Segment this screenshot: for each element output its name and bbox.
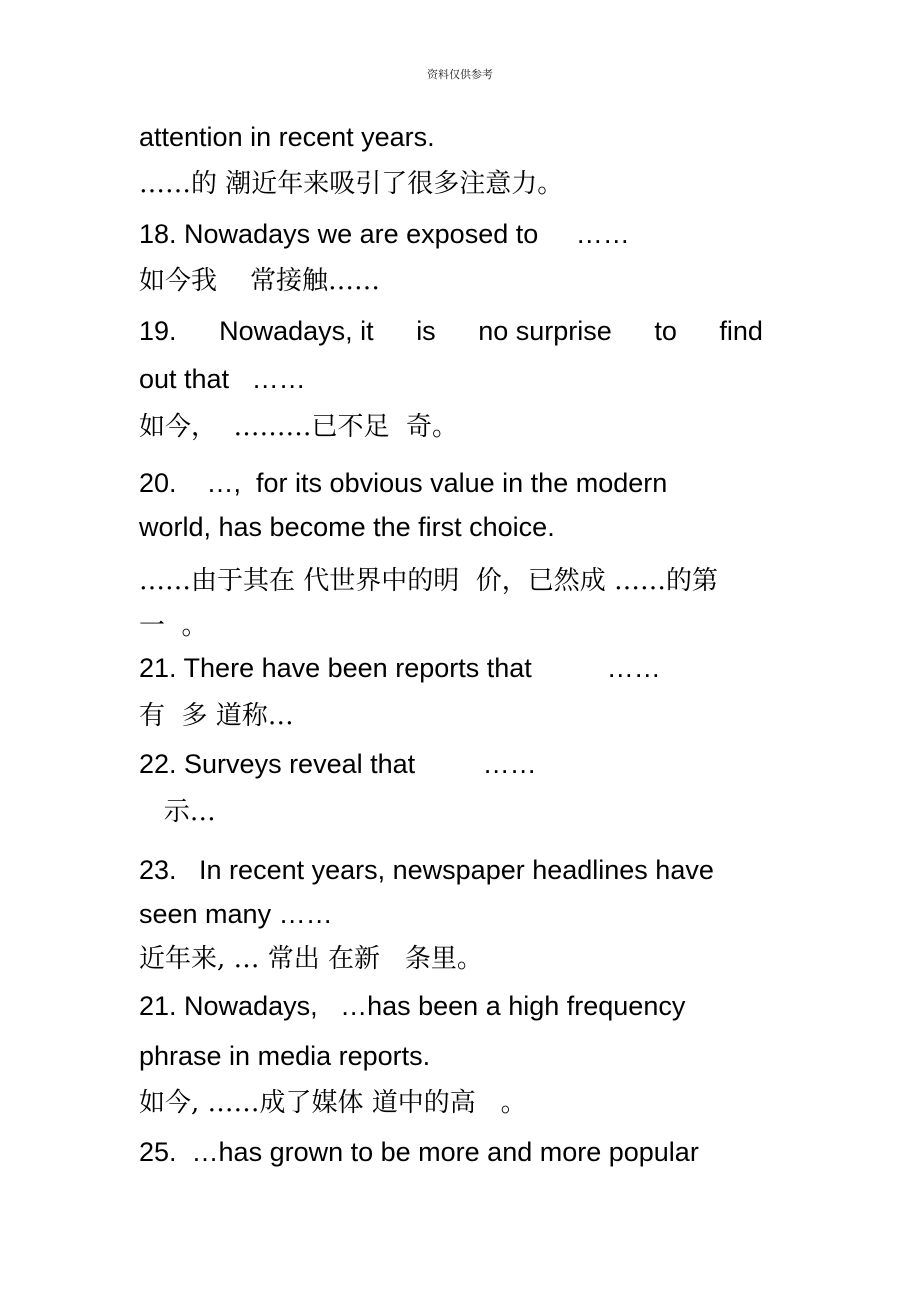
text-line: phrase in media reports. (139, 1041, 431, 1071)
text-line: out that …… (139, 364, 306, 394)
text-line: 21. Nowadays, …has been a high frequency (139, 991, 686, 1021)
text-line: 近年来, … 常出 在新 条里。 (139, 944, 483, 974)
text-line: 示… (139, 797, 216, 827)
word: to (654, 316, 677, 346)
text-line: 有 多 道称… (139, 701, 294, 731)
text-line: 如今, ……成了媒体 道中的高 。 (139, 1088, 527, 1118)
text-line: attention in recent years. (139, 122, 435, 152)
text-line: ……的 潮近年来吸引了很多注意力。 (139, 169, 564, 199)
text-line: ……由于其在 代世界中的明 价，已然成 ……的第 (139, 566, 719, 596)
text-line: 22. Surveys reveal that …… (139, 749, 537, 779)
text-line: 25. …has grown to be more and more popular (139, 1137, 699, 1167)
text-line: 如今， ………已不足 奇。 (139, 412, 459, 442)
word: no surprise (478, 316, 612, 346)
text-line: world, has become the first choice. (139, 512, 555, 542)
text-line: 一 。 (139, 611, 208, 641)
text-line: 18. Nowadays we are exposed to …… (139, 219, 630, 249)
text-line: 21. There have been reports that …… (139, 653, 661, 683)
text-line: 如今我 常接触…… (139, 266, 381, 296)
word: is (416, 316, 436, 346)
page-header: 资料仅供参考 (427, 68, 493, 81)
text-line-justified (139, 318, 763, 345)
word: 19. (139, 316, 177, 346)
word: find (719, 316, 763, 346)
text-line: seen many …… (139, 899, 333, 929)
word: Nowadays, it (219, 316, 374, 346)
text-line: 23. In recent years, newspaper headlines have (139, 855, 714, 885)
text-line: 20. …, for its obvious value in the modern (139, 468, 668, 498)
